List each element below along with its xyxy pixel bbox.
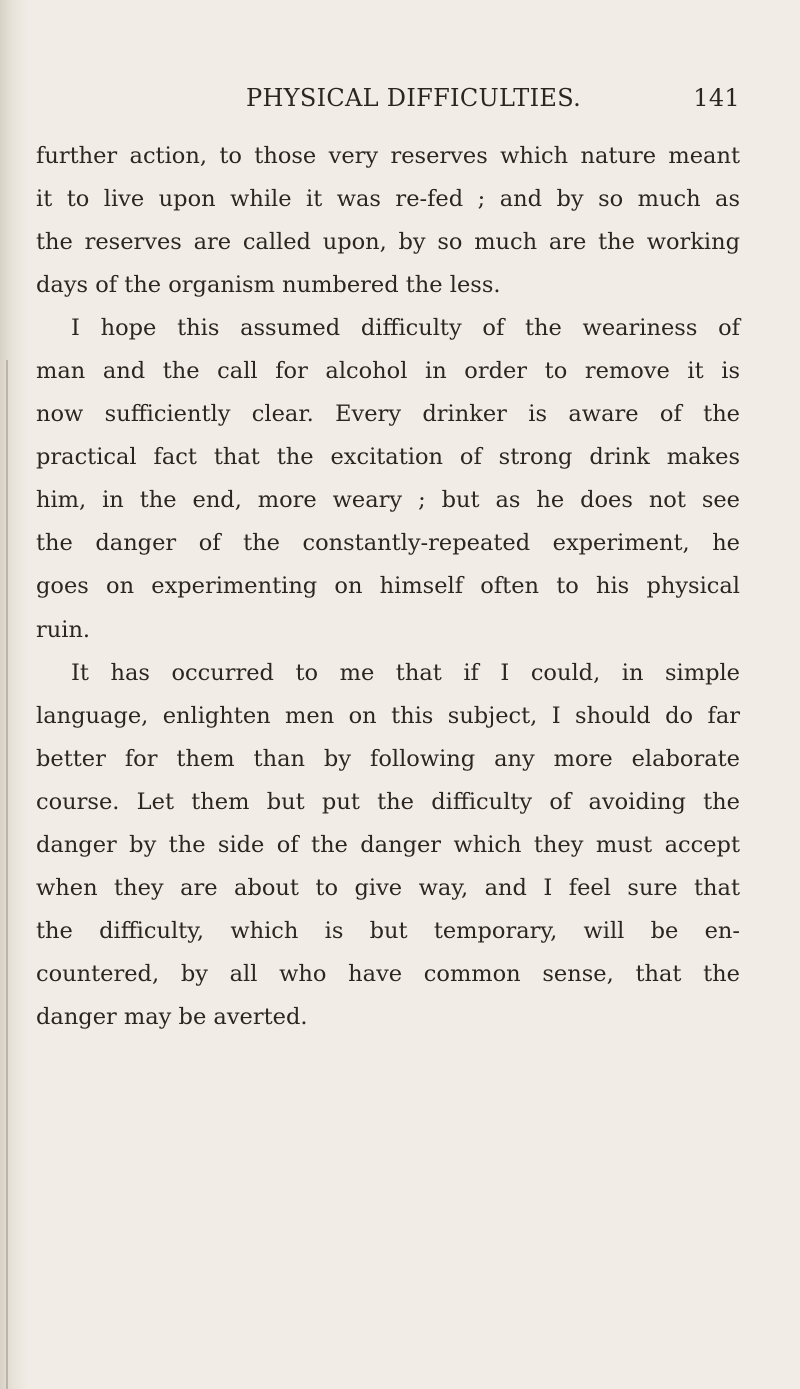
text-line: man and the call for alcohol in order to remove it is [36, 358, 740, 385]
text-line: better for them than by following any more elaborate [36, 745, 740, 772]
running-head [246, 80, 740, 116]
text-line: It has occurred to me that if I could, in simple [71, 659, 740, 686]
text-line: goes on experimenting on himself often to his physical [36, 573, 740, 600]
text-line: him, in the end, more weary ; but as he does not see [36, 487, 740, 514]
page-gutter-shadow [0, 0, 28, 1389]
text-line: danger by the side of the danger which they must accept [36, 831, 740, 858]
text-line: danger may be averted. [36, 1003, 308, 1030]
text-line: days of the organism numbered the less. [36, 272, 501, 299]
text-line: now sufficiently clear. Every drinker is aware of the [36, 401, 740, 428]
text-line: the reserves are called upon, by so much are the working [36, 229, 740, 256]
text-line: the danger of the constantly-repeated experiment, he [36, 530, 740, 557]
page-number: 141 [693, 84, 740, 112]
running-title: PHYSICAL DIFFICULTIES. [246, 84, 582, 112]
text-line: ruin. [36, 616, 91, 643]
binding-edge [6, 360, 8, 1389]
text-line: course. Let them but put the difficulty of avoiding the [36, 788, 740, 815]
text-line: I hope this assumed difficulty of the weariness of [71, 315, 740, 342]
text-line: the difficulty, which is but temporary, will be en- [36, 917, 740, 944]
body-text [36, 135, 740, 1039]
text-line: further action, to those very reserves which nature meant [36, 143, 740, 169]
text-line: practical fact that the excitation of strong drink makes [36, 444, 740, 471]
text-line: it to live upon while it was re-fed ; and by so much as [36, 186, 740, 213]
text-line: when they are about to give way, and I feel sure that [36, 874, 740, 901]
text-line: countered, by all who have common sense, that the [36, 960, 740, 987]
text-line: language, enlighten men on this subject, I should do far [36, 702, 740, 729]
